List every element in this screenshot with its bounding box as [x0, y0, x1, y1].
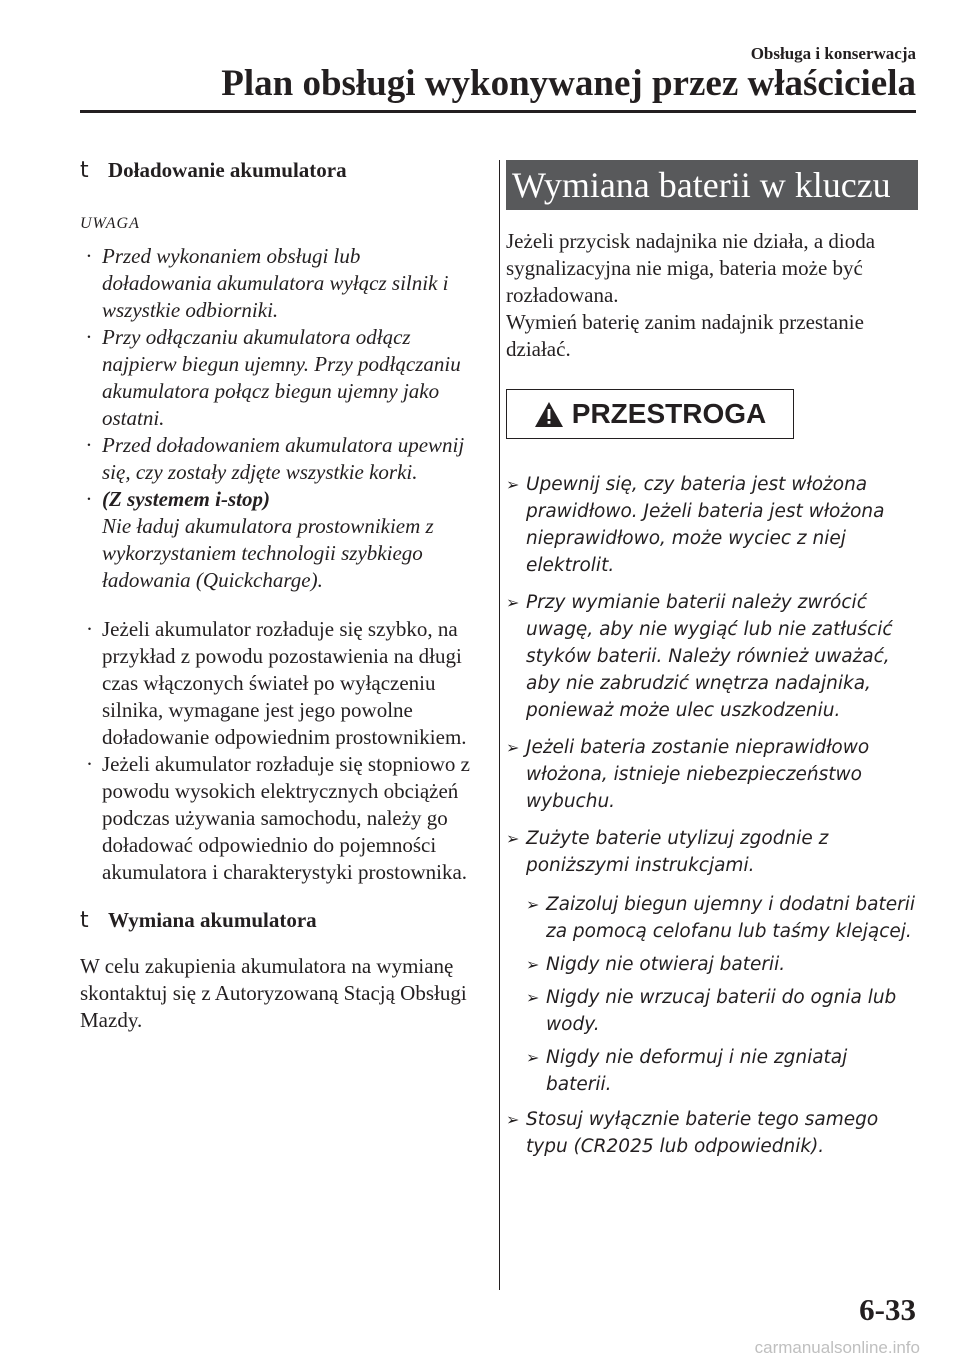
disposal-item	[526, 984, 918, 1038]
note-item	[80, 243, 470, 324]
note-item-text: Przed doładowaniem akumulatora upewnij się, czy zostały zdjęte wszystkie korki.	[102, 433, 465, 484]
caution-item	[506, 1106, 918, 1160]
note-item-istop	[80, 486, 470, 594]
arrow-right-icon: ➢	[526, 988, 540, 1007]
arrow-right-icon: ➢	[526, 955, 540, 974]
note-label: UWAGA	[80, 215, 140, 232]
istop-label: (Z systemem i-stop)	[102, 487, 270, 511]
caution-item	[506, 825, 918, 1098]
bullet-icon: ·	[86, 487, 92, 511]
replacement-heading	[80, 908, 470, 933]
charging-heading-text: Doładowanie akumulatora	[108, 158, 347, 182]
disposal-item-text: Zaizoluj biegun ujemny i dodatni baterii za pomocą celofanu lub taśmy klejącej.	[546, 894, 915, 942]
arrow-right-icon: ➢	[526, 895, 540, 914]
right-column	[506, 158, 918, 1160]
bullet-icon: ·	[86, 617, 93, 641]
disposal-list	[526, 891, 918, 1098]
list-item	[80, 751, 470, 886]
note-item-text: Przed wykonaniem obsługi lub doładowania akumulatora wyłącz silnik i wszystkie odbiorniki.	[102, 244, 449, 322]
disposal-item	[526, 891, 918, 945]
disposal-item-text: Nigdy nie otwieraj baterii.	[546, 954, 786, 975]
caution-item-text: Zużyte baterie utylizuj zgodnie z poniższymi instrukcjami.	[526, 828, 829, 876]
charging-list	[80, 616, 470, 886]
header-section: Obsługa i konserwacja	[750, 44, 916, 63]
replacement-text: W celu zakupienia akumulatora na wymianę skontaktuj się z Autoryzowaną Stacją Obsługi Mazdy.	[80, 954, 467, 1032]
note-item-text: Przy odłączaniu akumulatora odłącz najpierw biegun ujemny. Przy podłączaniu akumulatora połącz biegun ujemny jako ostatni.	[102, 325, 461, 430]
caution-item-text: Jeżeli bateria zostanie nieprawidłowo włożona, istnieje niebezpieczeństwo wybuchu.	[526, 737, 870, 812]
disposal-item	[526, 1044, 918, 1098]
battery-section-title: Wymiana baterii w kluczu	[506, 160, 918, 210]
bullet-icon: ·	[86, 752, 93, 776]
left-column	[80, 158, 470, 1034]
bullet-icon: ·	[86, 244, 92, 268]
arrow-right-icon: ➢	[506, 593, 520, 612]
caution-item-text: Stosuj wyłącznie baterie tego samego typu (CR2025 lub odpowiednik).	[526, 1109, 879, 1157]
warning-triangle-icon	[534, 401, 564, 428]
disposal-item-text: Nigdy nie deformuj i nie zgniataj baterii.	[546, 1047, 848, 1095]
page-number: 6-33	[859, 1292, 916, 1327]
caution-label: PRZESTROGA	[571, 398, 767, 429]
note-item	[80, 432, 470, 486]
replacement-heading-text: Wymiana akumulatora	[108, 908, 317, 932]
header-rule	[80, 110, 916, 113]
arrow-right-icon: ➢	[506, 738, 520, 757]
note-list	[80, 243, 470, 594]
bullet-icon: ·	[86, 325, 92, 349]
caution-list	[506, 471, 918, 1160]
list-item-text: Jeżeli akumulator rozładuje się szybko, na przykład z powodu pozostawienia na długi czas włączonych świateł po wyłączeniu silnika, wymagane jest jego powolne doładowanie odpowiednim prostownikiem.	[102, 617, 467, 749]
disposal-item-text: Nigdy nie wrzucaj baterii do ognia lub wody.	[546, 987, 897, 1035]
disposal-item	[526, 951, 918, 978]
list-item	[80, 616, 470, 751]
column-divider	[499, 160, 500, 1290]
note-item	[80, 324, 470, 432]
watermark: carmanualsonline.info	[754, 1338, 920, 1357]
caution-box	[506, 389, 794, 439]
caution-item	[506, 589, 918, 724]
battery-intro-2: Wymień baterię zanim nadajnik przestanie działać.	[506, 310, 864, 361]
arrow-right-icon: ➢	[506, 1110, 520, 1129]
arrow-right-icon: ➢	[506, 475, 520, 494]
section-marker-icon: t	[80, 908, 89, 933]
list-item-text: Jeżeli akumulator rozładuje się stopniowo z powodu wysokich elektrycznych obciążeń podczas używania samochodu, należy go doładować odpowiednio do pojemności akumulatora i charakterystyki prostownika.	[102, 752, 470, 884]
istop-text: Nie ładuj akumulatora prostownikiem z wykorzystaniem technologii szybkiego ładowania (Quickcharge).	[102, 514, 434, 592]
caution-item-text: Przy wymianie baterii należy zwrócić uwagę, aby nie wygiąć lub nie zatłuścić styków baterii. Należy również uważać, aby nie zabrudzić wnętrza nadajnika, ponieważ może ulec uszkodzeniu.	[526, 592, 893, 721]
section-marker-icon: t	[80, 158, 89, 183]
charging-heading	[80, 158, 470, 183]
caution-item-text: Upewnij się, czy bateria jest włożona prawidłowo. Jeżeli bateria jest włożona nieprawidłowo, może wyciec z niej elektrolit.	[526, 474, 885, 576]
bullet-icon: ·	[86, 433, 92, 457]
arrow-right-icon: ➢	[526, 1048, 540, 1067]
arrow-right-icon: ➢	[506, 829, 520, 848]
page-title: Plan obsługi wykonywanej przez właściciela	[221, 63, 916, 104]
battery-intro-1: Jeżeli przycisk nadajnika nie działa, a dioda sygnalizacyjna nie miga, bateria może być rozładowana.	[506, 229, 876, 307]
caution-item	[506, 471, 918, 579]
caution-item	[506, 734, 918, 815]
